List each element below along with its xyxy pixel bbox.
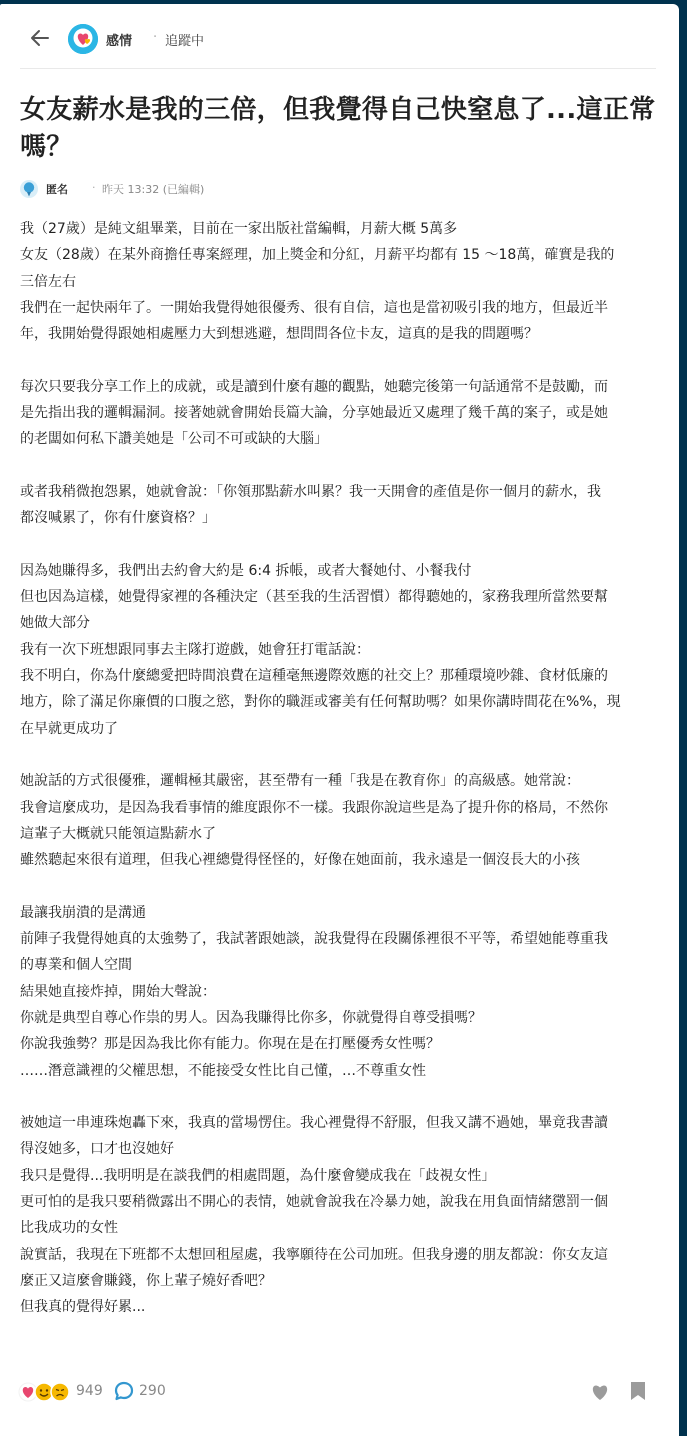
body-line: 三倍左右 (20, 273, 76, 290)
body-line: 她說話的方式很優雅，邏輯極其嚴密，甚至帶有一種「我是在教育你」的高級感。她常說： (20, 773, 580, 790)
back-arrow-icon[interactable] (30, 28, 50, 48)
body-line: 雖然聽起來很有道理，但我心裡總覺得怪怪的，好像在她面前，我永遠是一個沒長大的小孩 (20, 852, 580, 869)
body-line: 這輩子大概就只能領這點薪水了 (20, 825, 216, 842)
body-line: ……潛意識裡的父權思想，不能接受女性比自己懂，…不尊重女性 (20, 1062, 426, 1079)
paragraph-spacer (20, 532, 665, 558)
body-line: 因為她賺得多，我們出去約會大約是 6:4 拆帳，或者大餐她付、小餐我付 (20, 562, 472, 579)
body-line: 被她這一串連珠炮轟下來，我真的當場愣住。我心裡覺得不舒服，但我又講不過她，畢竟我書讀 (20, 1115, 608, 1132)
body-line: 是先指出我的邏輯漏洞。接著她就會開始長篇大論，分享她最近又處理了幾千萬的案子，或是她 (20, 405, 608, 422)
post-header (20, 4, 656, 69)
body-line: 但也因為這樣，她覺得家裡的各種決定（甚至我的生活習慣）都得聽她的，家務我理所當然要幫 (20, 589, 608, 606)
paragraph-spacer (20, 1084, 665, 1110)
post-time: 昨天 13:32 (已編輯) (102, 183, 205, 196)
follow-status-button[interactable]: 追蹤中 (165, 34, 205, 49)
bookmark-icon[interactable] (630, 1381, 646, 1401)
paragraph-spacer (20, 742, 665, 768)
body-line: 她做大部分 (20, 615, 90, 632)
reaction-count: 949 (76, 1383, 103, 1399)
author-name: 匿名 (46, 183, 68, 196)
body-line: 我們在一起快兩年了。一開始我覺得她很優秀、很有自信，這也是當初吸引我的地方，但最近半 (20, 299, 608, 316)
body-line: 你說我強勢？那是因為我比你有能力。你現在是在打壓優秀女性嗎？ (20, 1036, 440, 1053)
header-separator: · (153, 30, 158, 45)
heart-icon[interactable] (590, 1382, 610, 1402)
body-line: 的老闆如何私下讚美她是「公司不可或缺的大腦」 (20, 431, 328, 448)
body-line: 的專業和個人空間 (20, 957, 132, 974)
paragraph-spacer (20, 347, 665, 373)
body-line: 我有一次下班想跟同事去主隊打遊戲，她會狂打電話說： (20, 641, 370, 658)
board-icon[interactable] (68, 24, 98, 54)
body-line: 但我真的覺得好累... (20, 1299, 146, 1316)
post-meta (20, 179, 420, 199)
body-line: 前陣子我覺得她真的太強勢了，我試著跟她談，說我覺得在段關係裡很不平等，希望她能尊重我 (20, 931, 608, 948)
body-line: 每次只要我分享工作上的成就，或是讀到什麼有趣的觀點，她聽完後第一句話通常不是鼓勵，而 (20, 378, 608, 395)
post-title-line: 嗎？ (20, 132, 73, 162)
post-footer (18, 1378, 658, 1406)
body-line: 或者我稍微抱怨累，她就會說：「你領那點薪水叫累？我一天開會的產值是你一個月的薪水，我 (20, 483, 601, 500)
body-line: 最讓我崩潰的是溝通 (20, 904, 146, 921)
body-line: 麼正又這麼會賺錢，你上輩子燒好香吧？ (20, 1272, 272, 1289)
post-title-line: 女友薪水是我的三倍，但我覺得自己快窒息了...這正常 (20, 95, 656, 125)
post-title (20, 92, 660, 166)
body-line: 在早就更成功了 (20, 720, 118, 737)
paragraph-spacer (20, 873, 665, 899)
body-line: 地方，除了滿足你廉價的口腹之慾，對你的職涯或審美有任何幫助嗎？如果你講時間花在%%，現 (20, 694, 621, 711)
body-line: 年，我開始覺得跟她相處壓力大到想逃避，想問問各位卡友，這真的是我的問題嗎？ (20, 326, 538, 343)
body-line: 都沒喊累了，你有什麼資格？」 (20, 510, 216, 527)
body-line: 女友（28歲）在某外商擔任專案經理，加上獎金和分紅，月薪平均都有 15 ～18萬，確實是我的 (20, 247, 615, 264)
body-line: 比我成功的女性 (20, 1220, 118, 1237)
body-line: 我（27歲）是純文組畢業，目前在一家出版社當編輯，月薪大概 5萬多 (20, 221, 458, 237)
body-line: 我只是覺得...我明明是在談我們的相處問題，為什麼會變成我在「歧視女性」 (20, 1167, 496, 1184)
board-name[interactable]: 感情 (106, 34, 133, 49)
post-content (20, 216, 665, 1320)
paragraph-spacer (20, 453, 665, 479)
body-line: 你就是典型自尊心作祟的男人。因為我賺得比你多，你就覺得自尊受損嗎？ (20, 1009, 482, 1026)
body-line: 結果她直接炸掉，開始大聲說： (20, 983, 216, 1000)
meta-separator: · (92, 181, 96, 194)
body-line: 更可怕的是我只要稍微露出不開心的表情，她就會說我在冷暴力她，說我在用負面情緒懲罰一個 (20, 1193, 608, 1210)
body-line: 說實話，我現在下班都不太想回租屋處，我寧願待在公司加班。但我身邊的朋友都說：你女友這 (20, 1246, 608, 1263)
comment-icon[interactable] (114, 1381, 134, 1401)
reactions-icon[interactable] (18, 1381, 74, 1403)
body-line: 我不明白，你為什麼總愛把時間浪費在這種毫無邊際效應的社交上？那種環境吵雜、食材低廉的 (20, 668, 608, 685)
post-card (0, 4, 679, 1436)
heart-balloon-icon (68, 24, 98, 54)
body-line: 我會這麼成功，是因為我看事情的維度跟你不一樣。我跟你說這些是為了提升你的格局，不然你 (20, 799, 608, 816)
anonymous-avatar-icon (20, 180, 38, 198)
comment-count: 290 (139, 1383, 166, 1399)
body-line: 得沒她多，口才也沒她好 (20, 1141, 174, 1158)
